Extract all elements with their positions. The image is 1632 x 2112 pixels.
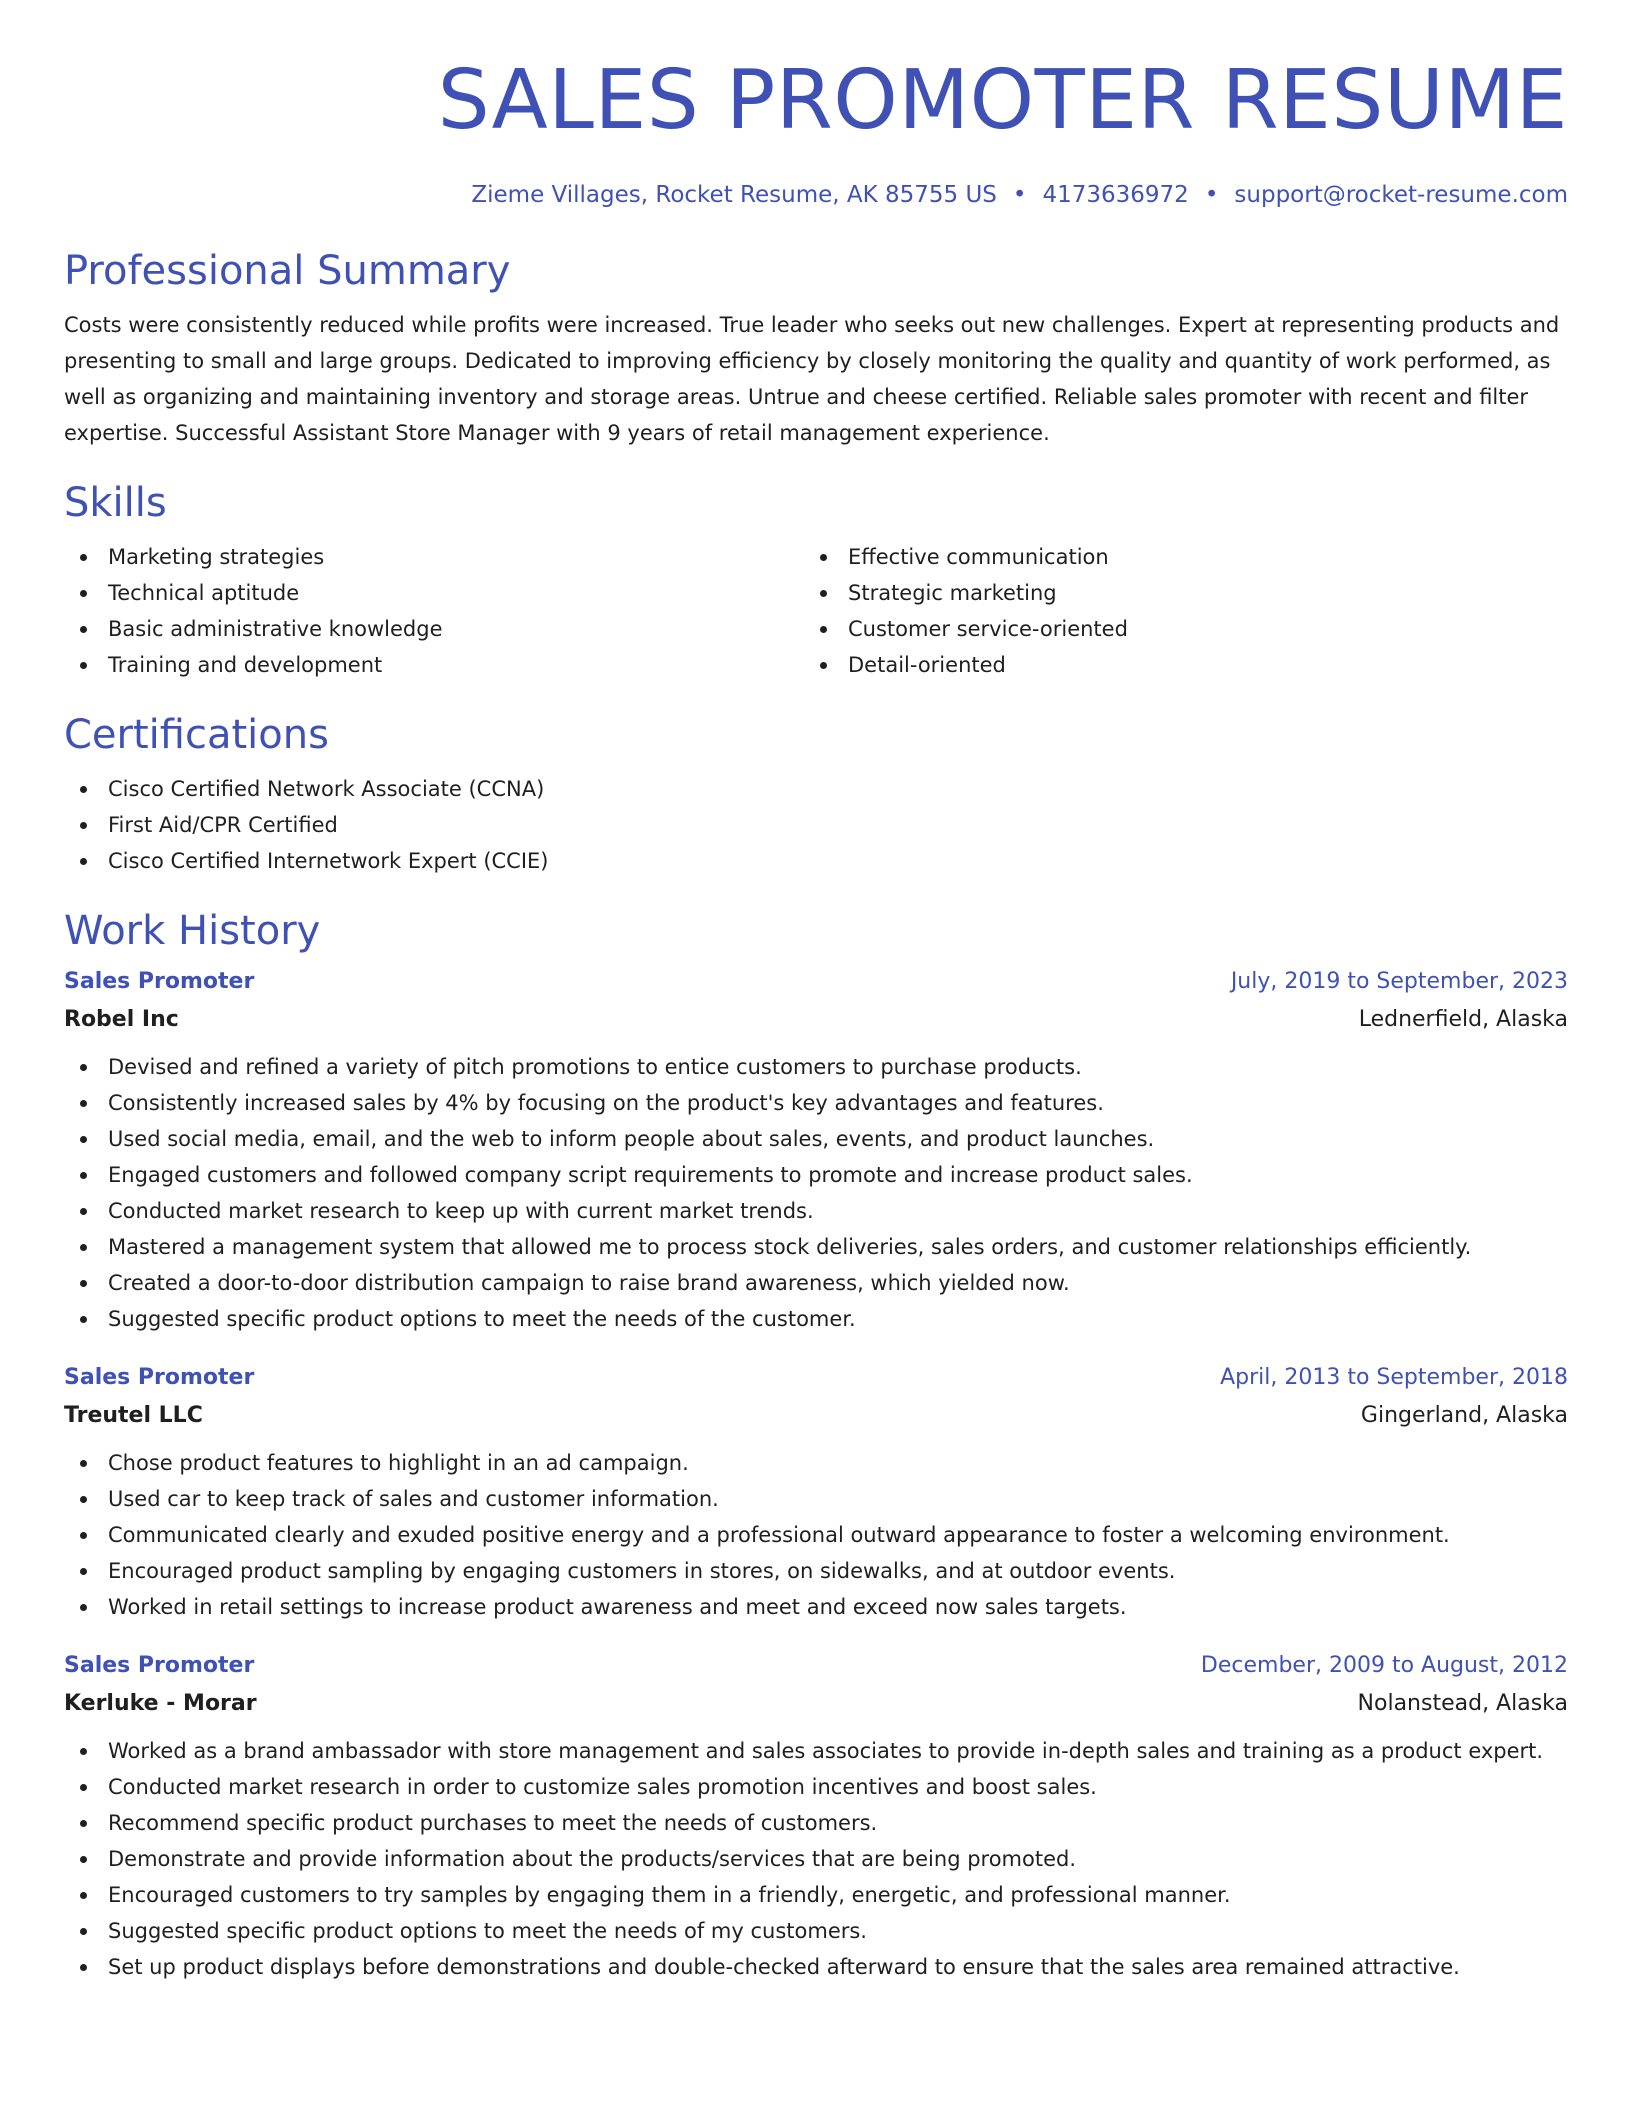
contact-separator: • xyxy=(1204,182,1219,208)
skills-column-right xyxy=(804,539,1544,683)
job-company-row xyxy=(64,1009,1568,1031)
job-company: Robel Inc xyxy=(64,1007,179,1032)
certification-item: First Aid/CPR Certified xyxy=(64,807,1568,843)
contact-line xyxy=(64,184,1568,207)
skill-item: Customer service-oriented xyxy=(804,611,1544,647)
job-bullet: Devised and refined a variety of pitch promotions to entice customers to purchase products. xyxy=(64,1049,1568,1085)
skill-item: Marketing strategies xyxy=(64,539,804,575)
job-header-row xyxy=(64,1367,1568,1389)
job-company-row xyxy=(64,1693,1568,1715)
certifications-list xyxy=(64,771,1568,879)
work-history-heading: Work History xyxy=(64,908,321,954)
job-location: Gingerland, Alaska xyxy=(1360,1403,1568,1428)
job-bullet: Suggested specific product options to meet the needs of the customer. xyxy=(64,1301,1568,1337)
skill-item: Detail-oriented xyxy=(804,647,1544,683)
contact-phone: 4173636972 xyxy=(1042,182,1189,208)
job-title: Sales Promoter xyxy=(64,969,255,994)
job-company: Treutel LLC xyxy=(64,1403,203,1428)
summary-text: Costs were consistently reduced while profits were increased. True leader who seeks out new challenges. Expert at representing products and presenting to small and large groups. Dedicated to improving efficiency by closely monitoring the quality and quantity of work performed, as well as organizing and maintaining inventory and storage areas. Untrue and cheese certified. Reliable sales promoter with recent and filter expertise. Successful Assistant Store Manager with 9 years of retail management experience. xyxy=(64,313,1560,445)
job-bullets xyxy=(64,1733,1568,1985)
job-entry xyxy=(64,1367,1568,1625)
job-bullet: Worked in retail settings to increase product awareness and meet and exceed now sales targets. xyxy=(64,1589,1568,1625)
job-dates: July, 2019 to September, 2023 xyxy=(1230,969,1568,994)
job-bullet: Used social media, email, and the web to inform people about sales, events, and product launches. xyxy=(64,1121,1568,1157)
job-bullet: Set up product displays before demonstrations and double-checked afterward to ensure that the sales area remained attractive. xyxy=(64,1949,1568,1985)
job-entry xyxy=(64,1655,1568,1985)
job-bullet: Suggested specific product options to meet the needs of my customers. xyxy=(64,1913,1568,1949)
job-location: Lednerfield, Alaska xyxy=(1358,1007,1568,1032)
job-title: Sales Promoter xyxy=(64,1365,255,1390)
skill-item: Technical aptitude xyxy=(64,575,804,611)
job-dates: April, 2013 to September, 2018 xyxy=(1220,1365,1568,1390)
skills-column-left xyxy=(64,539,804,683)
job-bullet: Engaged customers and followed company script requirements to promote and increase product sales. xyxy=(64,1157,1568,1193)
job-bullet: Encouraged customers to try samples by engaging them in a friendly, energetic, and professional manner. xyxy=(64,1877,1568,1913)
skill-item: Training and development xyxy=(64,647,804,683)
skills-grid xyxy=(64,539,1568,683)
job-header-row xyxy=(64,971,1568,993)
job-bullet: Used car to keep track of sales and customer information. xyxy=(64,1481,1568,1517)
job-bullet: Worked as a brand ambassador with store management and sales associates to provide in-depth sales and training as a product expert. xyxy=(64,1733,1568,1769)
certification-item: Cisco Certified Internetwork Expert (CCIE) xyxy=(64,843,1568,879)
job-bullet: Demonstrate and provide information about the products/services that are being promoted. xyxy=(64,1841,1568,1877)
job-bullet: Communicated clearly and exuded positive energy and a professional outward appearance to foster a welcoming environment. xyxy=(64,1517,1568,1553)
contact-address: Zieme Villages, Rocket Resume, AK 85755 US xyxy=(471,182,997,208)
job-header-row xyxy=(64,1655,1568,1677)
skills-heading: Skills xyxy=(64,480,167,526)
job-bullets xyxy=(64,1049,1568,1337)
job-bullet: Chose product features to highlight in an ad campaign. xyxy=(64,1445,1568,1481)
job-bullet: Conducted market research to keep up with current market trends. xyxy=(64,1193,1568,1229)
skill-item: Effective communication xyxy=(804,539,1544,575)
job-bullets xyxy=(64,1445,1568,1625)
job-company: Kerluke - Morar xyxy=(64,1691,257,1716)
job-bullet: Created a door-to-door distribution campaign to raise brand awareness, which yielded now. xyxy=(64,1265,1568,1301)
job-entry xyxy=(64,971,1568,1337)
contact-email[interactable]: support@rocket-resume.com xyxy=(1234,182,1568,208)
job-bullet: Encouraged product sampling by engaging customers in stores, on sidewalks, and at outdoor events. xyxy=(64,1553,1568,1589)
job-company-row xyxy=(64,1405,1568,1427)
job-title: Sales Promoter xyxy=(64,1653,255,1678)
summary-heading: Professional Summary xyxy=(64,248,511,294)
job-bullet: Mastered a management system that allowed me to process stock deliveries, sales orders, and customer relationships efficiently. xyxy=(64,1229,1568,1265)
job-bullet: Recommend specific product purchases to meet the needs of customers. xyxy=(64,1805,1568,1841)
job-bullet: Consistently increased sales by 4% by focusing on the product's key advantages and features. xyxy=(64,1085,1568,1121)
certifications-heading: Certifications xyxy=(64,712,329,758)
job-bullet: Conducted market research in order to customize sales promotion incentives and boost sales. xyxy=(64,1769,1568,1805)
contact-separator: • xyxy=(1012,182,1027,208)
job-dates: December, 2009 to August, 2012 xyxy=(1200,1653,1568,1678)
job-location: Nolanstead, Alaska xyxy=(1357,1691,1568,1716)
skill-item: Strategic marketing xyxy=(804,575,1544,611)
resume-title: SALES PROMOTER RESUME xyxy=(437,53,1568,148)
certification-item: Cisco Certified Network Associate (CCNA) xyxy=(64,771,1568,807)
skill-item: Basic administrative knowledge xyxy=(64,611,804,647)
